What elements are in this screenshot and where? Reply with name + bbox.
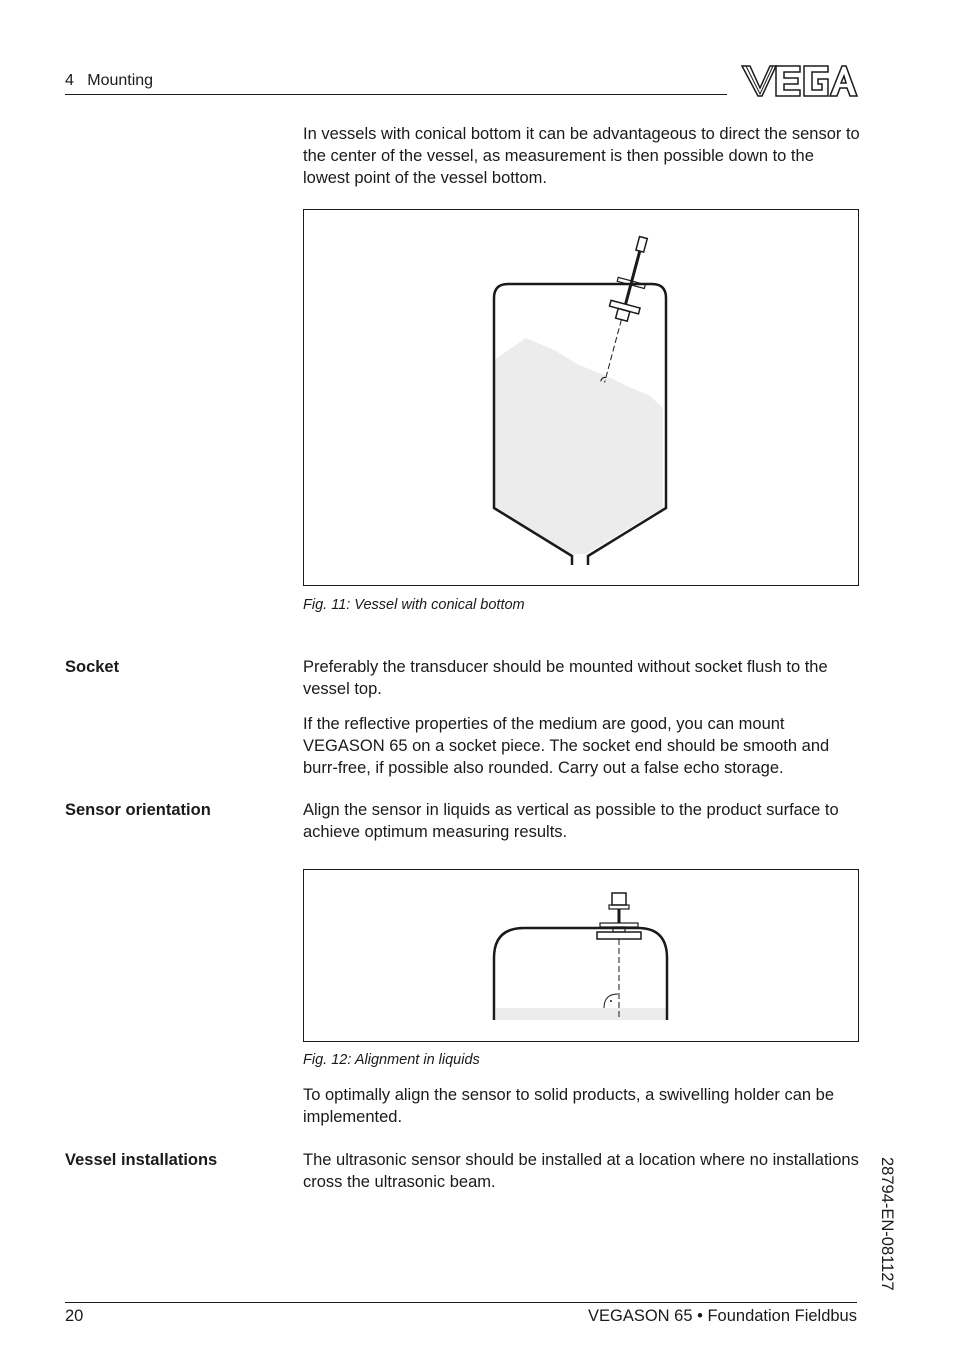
intro-paragraph: In vessels with conical bottom it can be advantageous to direct the sensor to the center of the vessel, as measurement is then possible down to the lowest point of the vessel bottom. (303, 125, 860, 187)
socket-paragraph-2: If the reflective properties of the medium are good, you can mount VEGASON 65 on a socket piece. The socket end should be smooth and burr-free, if possible also rounded. Carry out a false echo storage. (303, 715, 830, 777)
header-rule (65, 94, 727, 95)
page-number: 20 (65, 1307, 84, 1325)
socket-heading: Socket (65, 658, 120, 676)
orientation-heading: Sensor orientation (65, 801, 211, 819)
document-title: VEGASON 65 • Foundation Fieldbus (587, 1307, 857, 1325)
section-header: 4 Mounting (65, 72, 154, 89)
figure-12-caption: Fig. 12: Alignment in liquids (303, 1052, 480, 1068)
figure-11-caption: Fig. 11: Vessel with conical bottom (303, 597, 525, 613)
installations-heading: Vessel installations (65, 1151, 218, 1169)
vessel-conical-bottom-drawing (304, 210, 858, 585)
footer-rule (65, 1302, 857, 1303)
installations-paragraph: The ultrasonic sensor should be installed at a location where no installations cross the ultrasonic beam. (303, 1151, 859, 1191)
socket-paragraph-1: Preferably the transducer should be mounted without socket flush to the vessel top. (303, 658, 828, 698)
solids-paragraph: To optimally align the sensor to solid products, a swivelling holder can be implemented. (303, 1086, 835, 1126)
document-id: 28794-EN-081127 (878, 1157, 896, 1291)
alignment-liquids-drawing (304, 870, 858, 1041)
orientation-paragraph: Align the sensor in liquids as vertical as possible to the product surface to achieve optimum measuring results. (303, 801, 839, 841)
figure-11 (303, 209, 859, 586)
figure-12 (303, 869, 859, 1042)
vega-logo (740, 64, 858, 98)
